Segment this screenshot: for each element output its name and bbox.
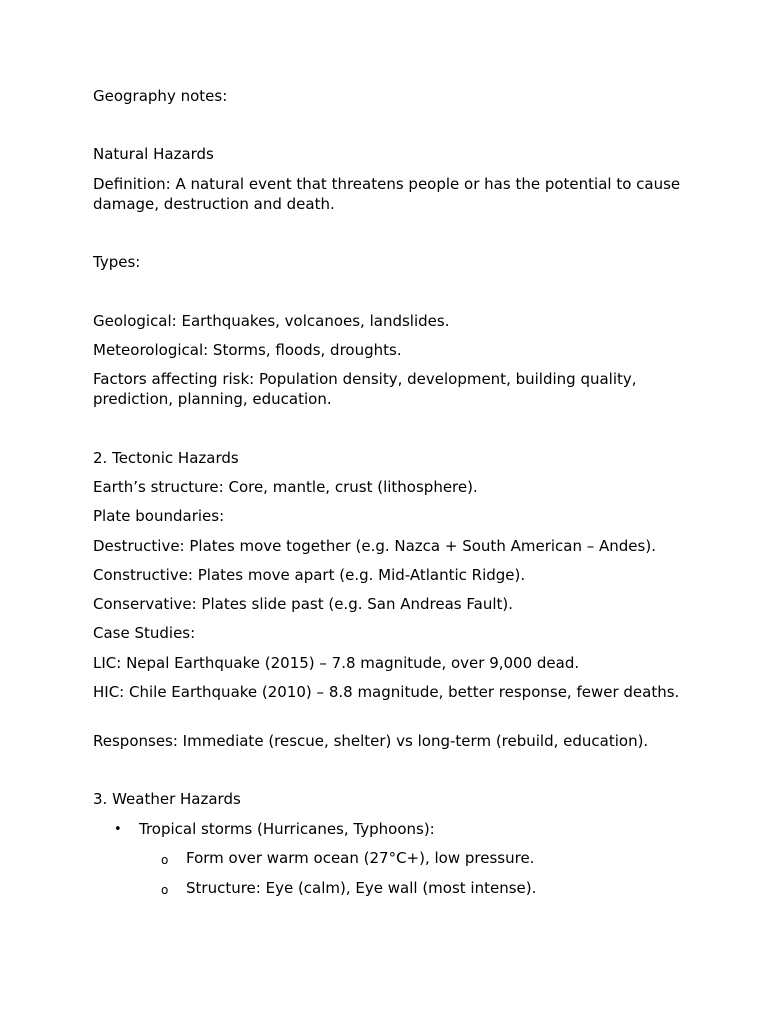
tropical-storms-text: Tropical storms (Hurricanes, Typhoons): xyxy=(139,820,435,838)
structure-text: Structure: Eye (calm), Eye wall (most intense). xyxy=(186,879,537,897)
section-title-tectonic-hazards: 2. Tectonic Hazards xyxy=(93,449,239,467)
section-title-weather-hazards: 3. Weather Hazards xyxy=(93,790,241,808)
hic-text: HIC: Chile Earthquake (2010) – 8.8 magnitude, better response, fewer deaths. xyxy=(93,683,680,701)
destructive-text: Destructive: Plates move together (e.g. Nazca + South American – Andes). xyxy=(93,537,656,555)
earth-structure-text: Earth’s structure: Core, mantle, crust (lithosphere). xyxy=(93,478,478,496)
types-label: Types: xyxy=(93,253,141,271)
lic-text: LIC: Nepal Earthquake (2015) – 7.8 magnitude, over 9,000 dead. xyxy=(93,654,580,672)
bullet-icon: • xyxy=(114,822,122,837)
meteorological-text: Meteorological: Storms, floods, droughts. xyxy=(93,341,402,359)
geological-text: Geological: Earthquakes, volcanoes, landslides. xyxy=(93,312,450,330)
conservative-text: Conservative: Plates slide past (e.g. San Andreas Fault). xyxy=(93,595,513,613)
factors-text: Factors affecting risk: Population density, development, building quality, prediction, planning, education. xyxy=(93,370,637,408)
case-studies-label: Case Studies: xyxy=(93,624,196,642)
definition-text: Definition: A natural event that threatens people or has the potential to cause damage, destruction and death. xyxy=(93,175,681,213)
responses-text: Responses: Immediate (rescue, shelter) vs long-term (rebuild, education). xyxy=(93,732,649,750)
document-heading: Geography notes: xyxy=(93,87,228,105)
section-title-natural-hazards: Natural Hazards xyxy=(93,145,214,163)
sub-bullet-icon: o xyxy=(161,883,169,897)
sub-bullet-icon: o xyxy=(161,853,169,867)
constructive-text: Constructive: Plates move apart (e.g. Mid-Atlantic Ridge). xyxy=(93,566,526,584)
plate-boundaries-label: Plate boundaries: xyxy=(93,507,225,525)
form-text: Form over warm ocean (27°C+), low pressure. xyxy=(186,849,535,867)
